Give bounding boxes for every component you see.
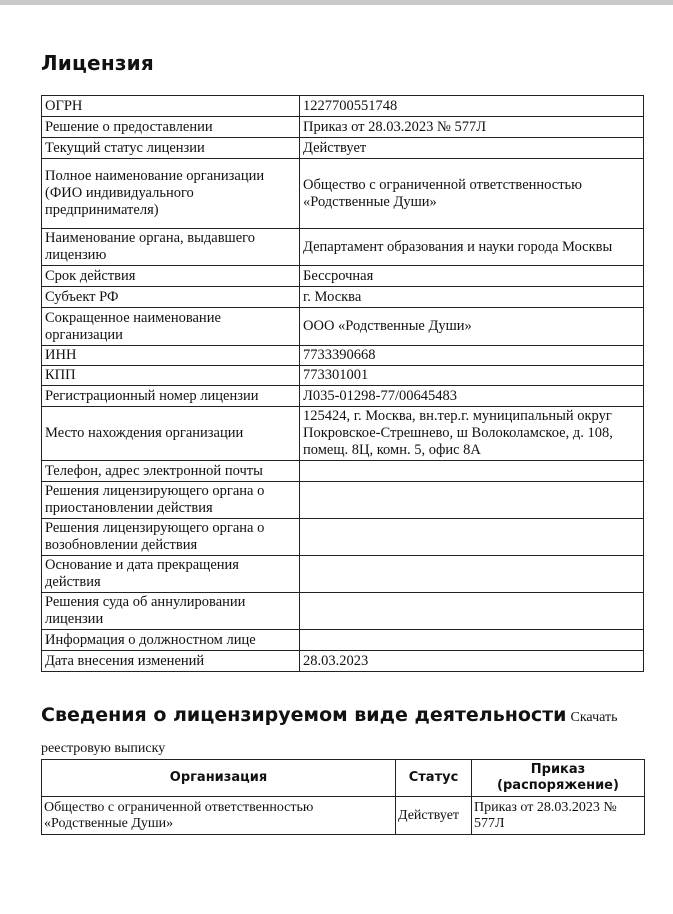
license-table [41, 95, 644, 672]
row-value: Бессрочная [300, 266, 644, 287]
table-row [42, 308, 644, 346]
row-value [300, 519, 644, 556]
activity-table [41, 759, 645, 835]
table-row [42, 386, 644, 407]
table-row [42, 519, 644, 556]
row-value: г. Москва [300, 287, 644, 308]
row-label: Телефон, адрес электронной почты [42, 461, 300, 482]
row-value: ООО «Родственные Души» [300, 308, 644, 346]
table-row [42, 138, 644, 159]
row-value: Л035-01298-77/00645483 [300, 386, 644, 407]
row-label: Решение о предоставлении [42, 117, 300, 138]
table-row [42, 229, 644, 266]
row-label: Текущий статус лицензии [42, 138, 300, 159]
row-value [300, 630, 644, 651]
top-bar [0, 0, 673, 5]
section-heading: Сведения о лицензируемом виде деятельности [41, 704, 567, 726]
status-cell: Действует [396, 797, 472, 835]
row-value: 773301001 [300, 366, 644, 386]
table-row [42, 630, 644, 651]
row-value: Департамент образования и науки города Москвы [300, 229, 644, 266]
row-value [300, 593, 644, 630]
table-row [42, 287, 644, 308]
row-label: Наименование органа, выдавшего лицензию [42, 229, 300, 266]
row-value: 1227700551748 [300, 96, 644, 117]
row-label: Решения лицензирующего органа о приостановлении действия [42, 482, 300, 519]
page-title: Лицензия [41, 51, 154, 75]
row-label: Полное наименование организации (ФИО индивидуального предпринимателя) [42, 159, 300, 229]
row-label: КПП [42, 366, 300, 386]
table-row [42, 159, 644, 229]
row-label: Срок действия [42, 266, 300, 287]
row-label: ИНН [42, 346, 300, 366]
table-row [42, 461, 644, 482]
row-label: Место нахождения организации [42, 407, 300, 461]
row-label: Субъект РФ [42, 287, 300, 308]
table-row [42, 407, 644, 461]
row-label: Решения лицензирующего органа о возобновлении действия [42, 519, 300, 556]
column-header-status: Статус [396, 760, 472, 797]
column-header-organization: Организация [42, 760, 396, 797]
table-row [42, 797, 645, 835]
row-label: Информация о должностном лице [42, 630, 300, 651]
table-header-row [42, 760, 645, 797]
table-row [42, 266, 644, 287]
row-value: 7733390668 [300, 346, 644, 366]
row-label: Дата внесения изменений [42, 651, 300, 672]
table-row [42, 117, 644, 138]
download-extract-link[interactable]: Скачать реестровую выписку [41, 710, 618, 756]
row-label: Основание и дата прекращения действия [42, 556, 300, 593]
table-row [42, 651, 644, 672]
row-value: 125424, г. Москва, вн.тер.г. муниципальный округ Покровское-Стрешнево, ш Волоколамское, д. 108, помещ. 8Ц, комн. 5, офис 8А [300, 407, 644, 461]
row-value: Действует [300, 138, 644, 159]
table-row [42, 593, 644, 630]
row-value: Приказ от 28.03.2023 № 577Л [300, 117, 644, 138]
table-row [42, 482, 644, 519]
order-cell: Приказ от 28.03.2023 № 577Л [472, 797, 645, 835]
row-label: ОГРН [42, 96, 300, 117]
activity-section-header [41, 700, 661, 764]
row-label: Решения суда об аннулировании лицензии [42, 593, 300, 630]
table-row [42, 96, 644, 117]
organization-cell: Общество с ограниченной ответственностью «Родственные Души» [42, 797, 396, 835]
row-value [300, 482, 644, 519]
row-value: Общество с ограниченной ответственностью «Родственные Души» [300, 159, 644, 229]
row-value: 28.03.2023 [300, 651, 644, 672]
row-value [300, 461, 644, 482]
row-label: Сокращенное наименование организации [42, 308, 300, 346]
table-row [42, 556, 644, 593]
column-header-order: Приказ (распоряжение) [472, 760, 645, 797]
row-value [300, 556, 644, 593]
row-label: Регистрационный номер лицензии [42, 386, 300, 407]
table-row [42, 346, 644, 366]
table-row [42, 366, 644, 386]
